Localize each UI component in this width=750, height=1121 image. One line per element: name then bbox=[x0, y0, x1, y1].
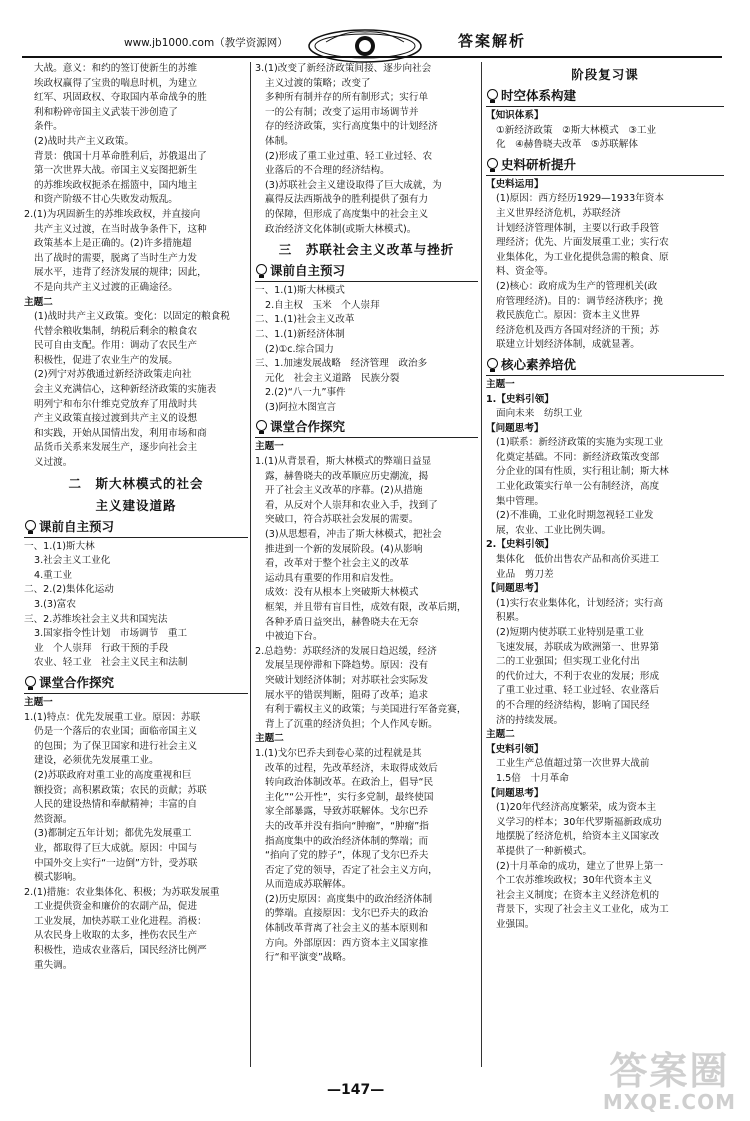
bracket-tag: 【问题思考】 bbox=[486, 422, 544, 434]
text-line: 1.5倍 十月革命 bbox=[496, 772, 569, 784]
text-line: 业集体化，为工业化提供急需的粮食、原 bbox=[496, 251, 669, 263]
text-line: 三、2.苏维埃社会主义共和国宪法 bbox=[24, 613, 168, 625]
text-line: 然资源。 bbox=[34, 813, 73, 825]
text-line: 改革的过程，先改革经济，未取得成效后 bbox=[265, 762, 438, 774]
text-line: 元化 社会主义道路 民族分裂 bbox=[265, 372, 400, 384]
text-line: 了重工业过重、轻工业过轻、农业落后 bbox=[496, 685, 660, 697]
text-line: 面向未来 纺织工业 bbox=[496, 408, 583, 420]
text-line: 集体化 低价出售农产品和高价买进工 bbox=[496, 554, 660, 566]
text-line: 1.(1)特点：优先发展重工业。原因：苏联 bbox=[24, 711, 201, 723]
text-line: 2.(1)措施：农业集体化、积极；为苏联发展重 bbox=[24, 886, 220, 898]
text-line: 会主义充满信心，这种新经济政策的实施表 bbox=[34, 384, 217, 396]
text-line: 的弊端。直接原因：戈尔巴乔夫的政治 bbox=[265, 908, 429, 920]
topic-label: 2.【史料引领】 bbox=[486, 539, 554, 551]
text-line: 突破计划经济体制；对苏联社会实际发 bbox=[265, 674, 429, 686]
topic-label: 主题一 bbox=[24, 696, 53, 708]
text-line: (3)都制定五年计划；都优先发展重工 bbox=[34, 828, 192, 840]
text-line: 家全部暴露，导致苏联解体。戈尔巴乔 bbox=[265, 806, 429, 818]
watermark-url: MXQE.COM bbox=[602, 1090, 736, 1114]
text-line: 政策基本上是正确的。(2)许多措施超 bbox=[34, 238, 192, 250]
text-line: 框架，并且带有盲目性，成效有限，改革后期， bbox=[265, 602, 467, 613]
text-line: 府管理经济)。目的：调节经济秩序；挽 bbox=[496, 295, 663, 307]
text-line: 理经济；优先、片面发展重工业；实行农 bbox=[496, 237, 669, 249]
header-title: 答案解析 bbox=[458, 32, 527, 50]
text-line: 夫的改革并没有指向“肿瘤”，“肿瘤”指 bbox=[265, 820, 429, 832]
text-line: 成效：没有从根本上突破斯大林模式 bbox=[265, 587, 419, 599]
text-line: 各种矛盾日益突出，赫鲁晓夫在无奈 bbox=[265, 616, 419, 628]
text-line: 和实践，开始从国情出发，利用市场和商 bbox=[34, 427, 207, 439]
text-line: 中国外交上实行“一边倒”方针，受苏联 bbox=[34, 857, 198, 869]
lightbulb-icon bbox=[24, 676, 36, 690]
text-line: 条件。 bbox=[34, 121, 63, 133]
text-line: 积极性，造成农业落后，国民经济比例严 bbox=[34, 945, 207, 957]
text-line: 看，从反对个人崇拜和农业入手，找到了 bbox=[265, 499, 438, 511]
text-line: 背景：俄国十月革命胜利后，苏俄退出了 bbox=[34, 150, 207, 162]
text-line: 3.国家指令性计划 市场调节 重工 bbox=[34, 628, 188, 640]
text-line: 一、1.(1)斯大林模式 bbox=[255, 285, 345, 297]
text-line: 工业生产总值超过第一次世界大战前 bbox=[496, 758, 650, 770]
text-line: 否定了党的领导，否定了社会主义方向， bbox=[265, 864, 438, 876]
bracket-tag: 【问题思考】 bbox=[486, 583, 544, 595]
text-line: 赢得反法西斯战争的胜利提供了强有力 bbox=[265, 194, 429, 206]
text-line: 展水平的错误判断，阻碍了改革；追求 bbox=[265, 689, 429, 701]
topic-label: 主题二 bbox=[486, 729, 515, 741]
text-line: 展，农业、工业比例失调。 bbox=[496, 524, 612, 536]
site-url[interactable]: www.jb1000.com（教学资源网） bbox=[124, 37, 288, 49]
text-line: 品货币关系来发展生产，逐步向社会主 bbox=[34, 442, 198, 454]
text-line: 业品 剪刀差 bbox=[496, 568, 554, 580]
text-line: 飞速发展，苏联成为欧洲第一、世界第 bbox=[496, 641, 660, 653]
text-line: (1)20年代经济高度繁荣，成为资本主 bbox=[496, 802, 657, 814]
text-line: 突破口，符合苏联社会发展的需要。 bbox=[265, 514, 419, 526]
text-line: (2)列宁对苏俄通过新经济政策走向社 bbox=[34, 369, 192, 381]
text-line: (2)短期内使苏联工业特别是重工业 bbox=[496, 627, 644, 638]
text-line: (2)核心：政府成为生产的管理机关(政 bbox=[496, 280, 658, 292]
subsection-heading bbox=[255, 418, 478, 438]
lightbulb-icon bbox=[486, 158, 498, 172]
text-line: (3)苏联社会主义建设取得了巨大成就，为 bbox=[265, 179, 442, 191]
text-line: (2)十月革命的成功，建立了世界上第一 bbox=[496, 860, 664, 872]
text-line: 从农民身上收取的太多，挫伤农民生产 bbox=[34, 930, 198, 942]
page-number: —147— bbox=[327, 1082, 385, 1098]
topic-label: 1.【史料引领】 bbox=[486, 393, 554, 405]
text-line: 工业发展，加快苏联工业化进程。消极： bbox=[34, 915, 207, 927]
text-line: 业强国。 bbox=[496, 918, 535, 930]
publisher-logo-icon bbox=[306, 28, 424, 64]
subsection-heading bbox=[24, 674, 248, 694]
text-line: 农业、轻工业 社会主义民主和法制 bbox=[34, 657, 188, 669]
text-line: 从而造成苏联解体。 bbox=[265, 879, 352, 891]
text-line: 发展呈现停滞和下降趋势。原因：没有 bbox=[265, 660, 429, 672]
bracket-tag: 【知识体系】 bbox=[486, 110, 544, 121]
text-line: 1.(1)从背景看，斯大林模式的弊端日益显 bbox=[255, 456, 432, 468]
page-header bbox=[14, 28, 734, 56]
text-line: 工业化政策实行单一公有制经济，高度 bbox=[496, 481, 660, 493]
text-line: 2.(1)为巩固新生的苏维埃政权，并直接向 bbox=[24, 208, 201, 220]
text-line: (1)原因：西方经历1929—1933年资本 bbox=[496, 193, 664, 205]
watermark-text: 答案圈 bbox=[609, 1049, 730, 1093]
text-line: 多种所有制并存的所有制形式；实行单 bbox=[265, 92, 429, 104]
subsection-heading bbox=[486, 156, 724, 176]
text-line: 行“和平演变”战略。 bbox=[265, 952, 352, 964]
text-line: 明列宁和布尔什维克党放弃了用战时共 bbox=[34, 398, 198, 410]
text-line: 大战。意义：和约的签订使新生的苏维 bbox=[34, 63, 198, 74]
text-line: 主义世界经济危机，苏联经济 bbox=[496, 207, 621, 219]
text-line: 推进到一个新的发展阶段。(4)从影响 bbox=[265, 543, 423, 555]
subsection-heading-text: 时空体系构建 bbox=[501, 88, 577, 103]
text-line: 和资产阶级不甘心失败发动叛乱。 bbox=[34, 194, 178, 206]
text-line: 义过渡。 bbox=[34, 457, 73, 469]
text-line: 第一次世界大战。帝国主义妄图把新生 bbox=[34, 165, 198, 177]
subsection-heading bbox=[24, 518, 248, 538]
text-line: (1)联系：新经济政策的实施为实现工业 bbox=[496, 437, 664, 449]
subsection-heading bbox=[486, 356, 724, 376]
text-line: 料、资金等。 bbox=[496, 266, 554, 278]
text-line: 二、1.(1)社会主义改革 bbox=[255, 314, 355, 326]
text-line: 产主义政策直接过渡到共产主义的设想 bbox=[34, 413, 198, 425]
text-line: 二、2.(2)集体化运动 bbox=[24, 584, 114, 596]
section-title: 阶段复习课 bbox=[571, 67, 639, 82]
text-line: 额投资；高积累政策；农民的贡献；苏联 bbox=[34, 784, 207, 796]
text-line: 背景下，实现了社会主义工业化，成为工 bbox=[496, 904, 669, 916]
text-line: 济的持续发展。 bbox=[496, 714, 564, 726]
topic-label: 主题二 bbox=[255, 733, 284, 745]
text-line: 联建立计划经济体制，成就显著。 bbox=[496, 339, 640, 351]
subsection-heading-text: 史料研析提升 bbox=[501, 156, 577, 172]
text-line: 分企业的国有性质，实行租让制；斯大林 bbox=[496, 466, 669, 478]
text-line: (2)历史原因：高度集中的政治经济体制 bbox=[265, 893, 433, 905]
text-line: (1)实行农业集体化，计划经济；实行高 bbox=[496, 597, 664, 609]
text-line: 2.自主权 玉米 个人崇拜 bbox=[265, 299, 380, 311]
text-line: 义学习的样本；30年代罗斯福新政成功 bbox=[496, 816, 662, 828]
text-line: (2)形成了重工业过重、轻工业过轻、农 bbox=[265, 150, 433, 162]
text-line: 化 ④赫鲁晓夫改革 ⑤苏联解体 bbox=[496, 139, 638, 151]
section-title: 主义建设道路 bbox=[95, 497, 177, 513]
text-line: 社会主义制度；在资本主义经济危机的 bbox=[496, 889, 660, 901]
text-line: 积极性，促进了农业生产的发展。 bbox=[34, 354, 178, 366]
lightbulb-icon bbox=[24, 520, 36, 534]
text-line: 的不合理的经济结构，影响了国民经 bbox=[496, 699, 650, 711]
subsection-heading-text: 课堂合作探究 bbox=[270, 419, 346, 435]
text-line: 三、1.加速发展战略 经济管理 政治多 bbox=[255, 358, 428, 370]
text-line: (3)从思想看，冲击了斯大林模式，把社会 bbox=[265, 529, 442, 541]
text-line: 主化”“公开性”，实行多党制，最终使国 bbox=[265, 791, 434, 803]
lightbulb-icon bbox=[255, 264, 267, 278]
column-divider bbox=[250, 62, 251, 1067]
text-line: 露，赫鲁晓夫的改革顺应历史潮流，揭 bbox=[265, 470, 429, 482]
text-line: 埃政权赢得了宝贵的喘息时机，为建立 bbox=[34, 77, 198, 89]
text-line: 代替余粮收集制，纳税后剩余的粮食农 bbox=[34, 325, 198, 337]
text-line: 体制改革背离了社会主义的基本原则和 bbox=[265, 923, 429, 935]
text-line: (2)战时共产主义政策。 bbox=[34, 135, 134, 147]
text-line: 利和粉碎帝国主义武装干涉创造了 bbox=[34, 106, 178, 118]
text-line: 建设，必须优先发展重工业。 bbox=[34, 755, 159, 767]
column-right bbox=[486, 62, 724, 1072]
bracket-tag: 【史料引领】 bbox=[486, 743, 544, 755]
text-line: 体制。 bbox=[265, 135, 294, 147]
text-line: 看，改革对于整个社会主义的改革 bbox=[265, 558, 409, 570]
text-line: 政治经济文化体制(或斯大林模式)。 bbox=[265, 223, 417, 235]
column-middle bbox=[255, 62, 478, 1072]
subsection-heading bbox=[255, 262, 478, 282]
text-line: 的包围；为了保卫国家和进行社会主义 bbox=[34, 740, 198, 752]
subsection-heading bbox=[486, 87, 724, 107]
text-line: 业 个人崇拜 行政干预的手段 bbox=[34, 642, 169, 654]
text-line: 二、1.(1)新经济体制 bbox=[255, 328, 345, 340]
text-line: 集中管理。 bbox=[496, 495, 544, 507]
topic-label: 主题一 bbox=[255, 441, 284, 453]
lightbulb-icon bbox=[486, 89, 498, 103]
text-line: 3.社会主义工业化 bbox=[34, 555, 111, 567]
column-divider bbox=[481, 62, 482, 1067]
watermark bbox=[603, 1051, 736, 1113]
text-line: (3)阿拉木图宣言 bbox=[265, 401, 337, 413]
topic-label: 主题二 bbox=[24, 296, 53, 308]
section-title: 三 苏联社会主义改革与挫折 bbox=[278, 242, 455, 258]
text-line: 指高度集中的政治经济体制的弊端；而 bbox=[265, 835, 429, 847]
subsection-heading-text: 课前自主预习 bbox=[270, 263, 346, 279]
subsection-heading-text: 核心素养培优 bbox=[501, 356, 577, 372]
text-line: 革提供了一种新模式。 bbox=[496, 845, 592, 857]
subsection-heading-text: 课前自主预习 bbox=[39, 518, 115, 534]
text-line: “掐向了党的脖子”，体现了戈尔巴乔夫 bbox=[265, 850, 429, 862]
text-line: 出了战时的需要，脱离了当时生产力发 bbox=[34, 252, 198, 264]
text-line: 一、1.(1)斯大林 bbox=[24, 540, 95, 552]
text-line: 红军、巩固政权、夺取国内革命战争的胜 bbox=[34, 92, 207, 104]
text-line: 人民的建设热情和奉献精神；丰富的自 bbox=[34, 799, 198, 811]
text-line: 二的工业强国；但实现工业化付出 bbox=[496, 656, 640, 668]
text-line: 一的公有制；改变了运用市场调节并 bbox=[265, 106, 419, 118]
text-line: (2)不准确，工业化时期忽视轻工业发 bbox=[496, 510, 654, 522]
bracket-tag: 【问题思考】 bbox=[486, 787, 544, 799]
text-line: 转向政治体制改革。在政治上，倡导“民 bbox=[265, 777, 434, 789]
text-line: 展水平，违背了经济发展的规律；因此， bbox=[34, 267, 207, 279]
text-line: 计划经济管理体制，主要以行政手段管 bbox=[496, 222, 660, 234]
column-left bbox=[24, 62, 248, 1072]
text-line: 背上了沉重的经济负担；个人作风专断。 bbox=[265, 718, 438, 730]
text-line: 3.(1)改变了新经济政策间接、逐步向社会 bbox=[255, 63, 432, 74]
section-title: 二 斯大林模式的社会 bbox=[68, 475, 204, 491]
text-line: 存的经济政策，实行高度集中的计划经济 bbox=[265, 121, 438, 133]
text-line: 业落后的不合理的经济结构。 bbox=[265, 165, 390, 177]
bracket-tag: 【史料运用】 bbox=[486, 178, 544, 190]
topic-label: 主题一 bbox=[486, 378, 515, 390]
text-line: (2)苏联政府对重工业的高度重视和巨 bbox=[34, 769, 192, 781]
text-line: 地摆脱了经济危机，给资本主义国家改 bbox=[496, 831, 660, 843]
header-rule bbox=[22, 56, 722, 58]
text-line: 的代价过大，不利于农业的发展；形成 bbox=[496, 670, 660, 682]
text-line: 积累。 bbox=[496, 612, 525, 624]
text-line: 个工农苏维埃政权；30年代资本主义 bbox=[496, 875, 653, 887]
text-line: 的保障，但形成了高度集中的社会主义 bbox=[265, 208, 429, 220]
text-line: (2)①c.综合国力 bbox=[265, 343, 334, 355]
text-line: 3.(3)富农 bbox=[34, 599, 76, 610]
text-line: 民可自由支配。作用：调动了农民生产 bbox=[34, 340, 198, 352]
text-line: 4.重工业 bbox=[34, 569, 72, 581]
text-line: 中被迫下台。 bbox=[265, 631, 323, 643]
text-line: 业，都取得了巨大成就。原因：中国与 bbox=[34, 842, 198, 854]
text-line: 运动具有重要的作用和启发性。 bbox=[265, 572, 400, 584]
text-line: 共产主义过渡，在当时战争条件下，这种 bbox=[34, 223, 207, 235]
text-line: ①新经济政策 ②斯大林模式 ③工业 bbox=[496, 124, 657, 136]
text-line: 不是向共产主义过渡的正确途径。 bbox=[34, 281, 178, 293]
text-line: 化奠定基础。不同：新经济政策改变部 bbox=[496, 451, 660, 463]
text-line: 仍是一个落后的农业国；面临帝国主义 bbox=[34, 726, 198, 738]
subsection-heading-text: 课堂合作探究 bbox=[39, 674, 115, 690]
text-line: 经济危机及西方各国对经济的干预；苏 bbox=[496, 324, 660, 336]
text-line: (1)战时共产主义政策。变化：以固定的粮食税 bbox=[34, 311, 230, 323]
text-line: 1.(1)戈尔巴乔夫到卷心菜的过程就是其 bbox=[255, 747, 422, 759]
text-line: 工业提供资金和廉价的农副产品，促进 bbox=[34, 901, 198, 913]
text-line: 有利于霸权主义的政策；与美国进行军备竞赛， bbox=[265, 704, 467, 716]
text-line: 的苏维埃政权扼杀在摇篮中，国内地主 bbox=[34, 179, 198, 191]
text-line: 模式影响。 bbox=[34, 872, 82, 884]
text-line: 2.(2)“八一九”事件 bbox=[265, 387, 346, 399]
text-line: 主义过渡的策略；改变了 bbox=[265, 77, 371, 89]
text-line: 开了社会主义改革的序幕。(2)从措施 bbox=[265, 485, 423, 497]
lightbulb-icon bbox=[255, 420, 267, 434]
text-line: 2.总趋势：苏联经济的发展日趋迟缓，经济 bbox=[255, 645, 437, 657]
text-line: 重失调。 bbox=[34, 959, 73, 971]
text-line: 方向。外部原因：西方资本主义国家推 bbox=[265, 937, 429, 949]
lightbulb-icon bbox=[486, 358, 498, 372]
text-line: 救民族危亡。原因：资本主义世界 bbox=[496, 310, 640, 322]
